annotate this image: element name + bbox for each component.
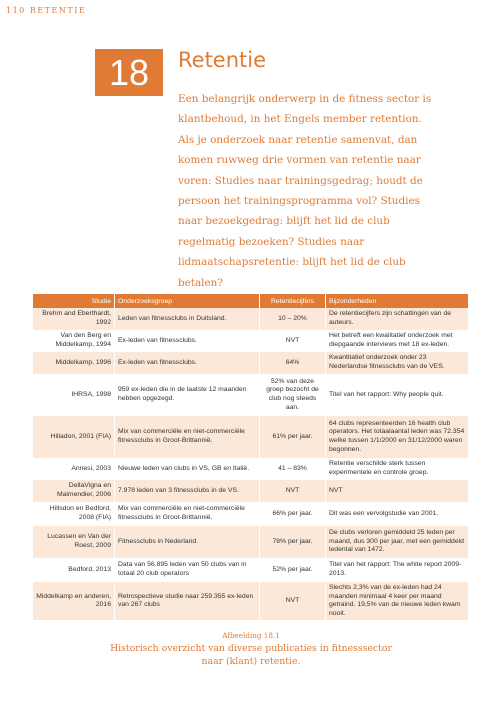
figure-label: Afbeelding 18.1: [222, 631, 280, 640]
cell-onderzoeksgroep: Data van 56.895 leden van 50 clubs van in totaal 20 club operators: [115, 558, 260, 582]
table-row: [33, 330, 469, 352]
cell-bijzonderheden: Titel van het rapport: Why people quit.: [326, 374, 469, 416]
table-row: [33, 458, 469, 480]
cell-retentiecijfers: 61% per jaar.: [260, 416, 326, 458]
cell-retentiecijfers: 64%: [260, 352, 326, 374]
table-row: [33, 480, 469, 502]
cell-bijzonderheden: Retentie verschilde sterk tussen experimentele en controle groep.: [326, 458, 469, 480]
table-row: [33, 558, 469, 582]
header-studie: Studie: [33, 294, 115, 308]
cell-studie: Van den Berg en Middelkamp, 1994: [33, 330, 115, 352]
cell-studie: Middelkamp en anderen, 2016: [33, 582, 115, 620]
cell-onderzoeksgroep: 959 ex-leden die in de laatste 12 maanden hebben opgezegd.: [115, 374, 260, 416]
cell-bijzonderheden: Titel van het rapport: The white report 2009-2013.: [326, 558, 469, 582]
table-row: [33, 416, 469, 458]
cell-onderzoeksgroep: Nieuwe leden van clubs in VS, GB en Italië.: [115, 458, 260, 480]
cell-retentiecijfers: 66% per jaar.: [260, 502, 326, 526]
cell-studie: DellaVigna en Malmendier, 2006: [33, 480, 115, 502]
cell-bijzonderheden: De retentiecijfers zijn schattingen van de auteurs.: [326, 308, 469, 330]
table-row: [33, 582, 469, 620]
chapter-number: 18: [95, 49, 163, 96]
cell-onderzoeksgroep: Leden van fitnessclubs in Duitsland.: [115, 308, 260, 330]
cell-onderzoeksgroep: Ex-leden van fitnessclubs.: [115, 330, 260, 352]
cell-onderzoeksgroep: Mix van commerciële en niet-commerciële fitnessclubs in Groot-Brittannië.: [115, 502, 260, 526]
cell-retentiecijfers: 52% per jaar.: [260, 558, 326, 582]
cell-studie: Hillsdon en Bedford, 2008 (FIA): [33, 502, 115, 526]
chapter-title: Retentie: [178, 48, 267, 72]
cell-retentiecijfers: 78% per jaar.: [260, 526, 326, 558]
table-row: [33, 374, 469, 416]
header-onderzoeksgroep: Onderzoeksgroep: [115, 294, 260, 308]
cell-studie: Bedford, 2013: [33, 558, 115, 582]
cell-onderzoeksgroep: Fitnessclubs in Nederland.: [115, 526, 260, 558]
cell-bijzonderheden: 64 clubs representeerden 16 health club operators. Het totaalaantal leden was 72.354 welke tussen 1/1/2000 en 31/12/2000 waren begonnen.: [326, 416, 469, 458]
cell-onderzoeksgroep: 7.978 leden van 3 fitnessclubs in de VS.: [115, 480, 260, 502]
cell-onderzoeksgroep: Ex-leden van fitnessclubs.: [115, 352, 260, 374]
table-row: [33, 526, 469, 558]
cell-studie: Lucassen en Van der Roest, 2009: [33, 526, 115, 558]
cell-retentiecijfers: NVT: [260, 330, 326, 352]
cell-studie: Hilladon, 2001 (FIA): [33, 416, 115, 458]
cell-bijzonderheden: NVT: [326, 480, 469, 502]
cell-onderzoeksgroep: Retrospectieve studie naar 259.355 ex-leden van 267 clubs: [115, 582, 260, 620]
cell-studie: Middelkamp, 1996: [33, 352, 115, 374]
retention-table: [33, 294, 469, 620]
cell-bijzonderheden: Slechts 2,3% van de ex-leden had 24 maanden minimaal 4 keer per maand getraind. 19,5% van de nieuwe leden kwam nooit.: [326, 582, 469, 620]
cell-retentiecijfers: 52% van deze groep bezocht de club nog steeds aan.: [260, 374, 326, 416]
cell-bijzonderheden: Kwantitatief onderzoek onder 23 Nederlandse fitnessclubs van de VES.: [326, 352, 469, 374]
table-header-row: [33, 294, 469, 308]
cell-retentiecijfers: NVT: [260, 582, 326, 620]
cell-bijzonderheden: Het betreft een kwalitatief onderzoek met diepgaande interviews met 18 ex-leden.: [326, 330, 469, 352]
header-retentiecijfers: Retentiecijfers: [260, 294, 326, 308]
figure-caption: Historisch overzicht van diverse publicaties in fitnesssector naar (klant) retentie.: [110, 643, 392, 667]
cell-retentiecijfers: NVT: [260, 480, 326, 502]
cell-studie: Annesi, 2003: [33, 458, 115, 480]
cell-studie: IHRSA, 1998: [33, 374, 115, 416]
cell-retentiecijfers: 41 – 83%: [260, 458, 326, 480]
cell-bijzonderheden: De clubs verloren gemiddeld 25 leden per maand, dus 300 per jaar, met een gemiddeld ledental van 1472.: [326, 526, 469, 558]
table-row: [33, 308, 469, 330]
header-bijzonderheden: Bijzonderheden: [326, 294, 469, 308]
table-row: [33, 502, 469, 526]
table-row: [33, 352, 469, 374]
running-head: 110 RETENTIE: [6, 6, 87, 15]
cell-retentiecijfers: 10 – 20%: [260, 308, 326, 330]
intro-paragraph: Een belangrijk onderwerp in de fitness sector is klantbehoud, in het Engels member retention. Als je onderzoek naar retentie samenvat, dan komen ruwweg drie vormen van retentie naar voren: Studies naar trainingsgedrag; houdt de persoon het trainingsprogramma vol? Studies naar bezoekgedrag: blijft het lid de club regelmatig bezoeken? Studies naar lidmaatschapsretentie: blijft het lid de club betalen?: [178, 93, 432, 289]
cell-onderzoeksgroep: Mix van commerciële en niet-commerciële fitnessclubs in Groot-Brittannië.: [115, 416, 260, 458]
cell-studie: Brehm and Eberthardt, 1992: [33, 308, 115, 330]
cell-bijzonderheden: Dit was een vervolgstudie van 2001.: [326, 502, 469, 526]
